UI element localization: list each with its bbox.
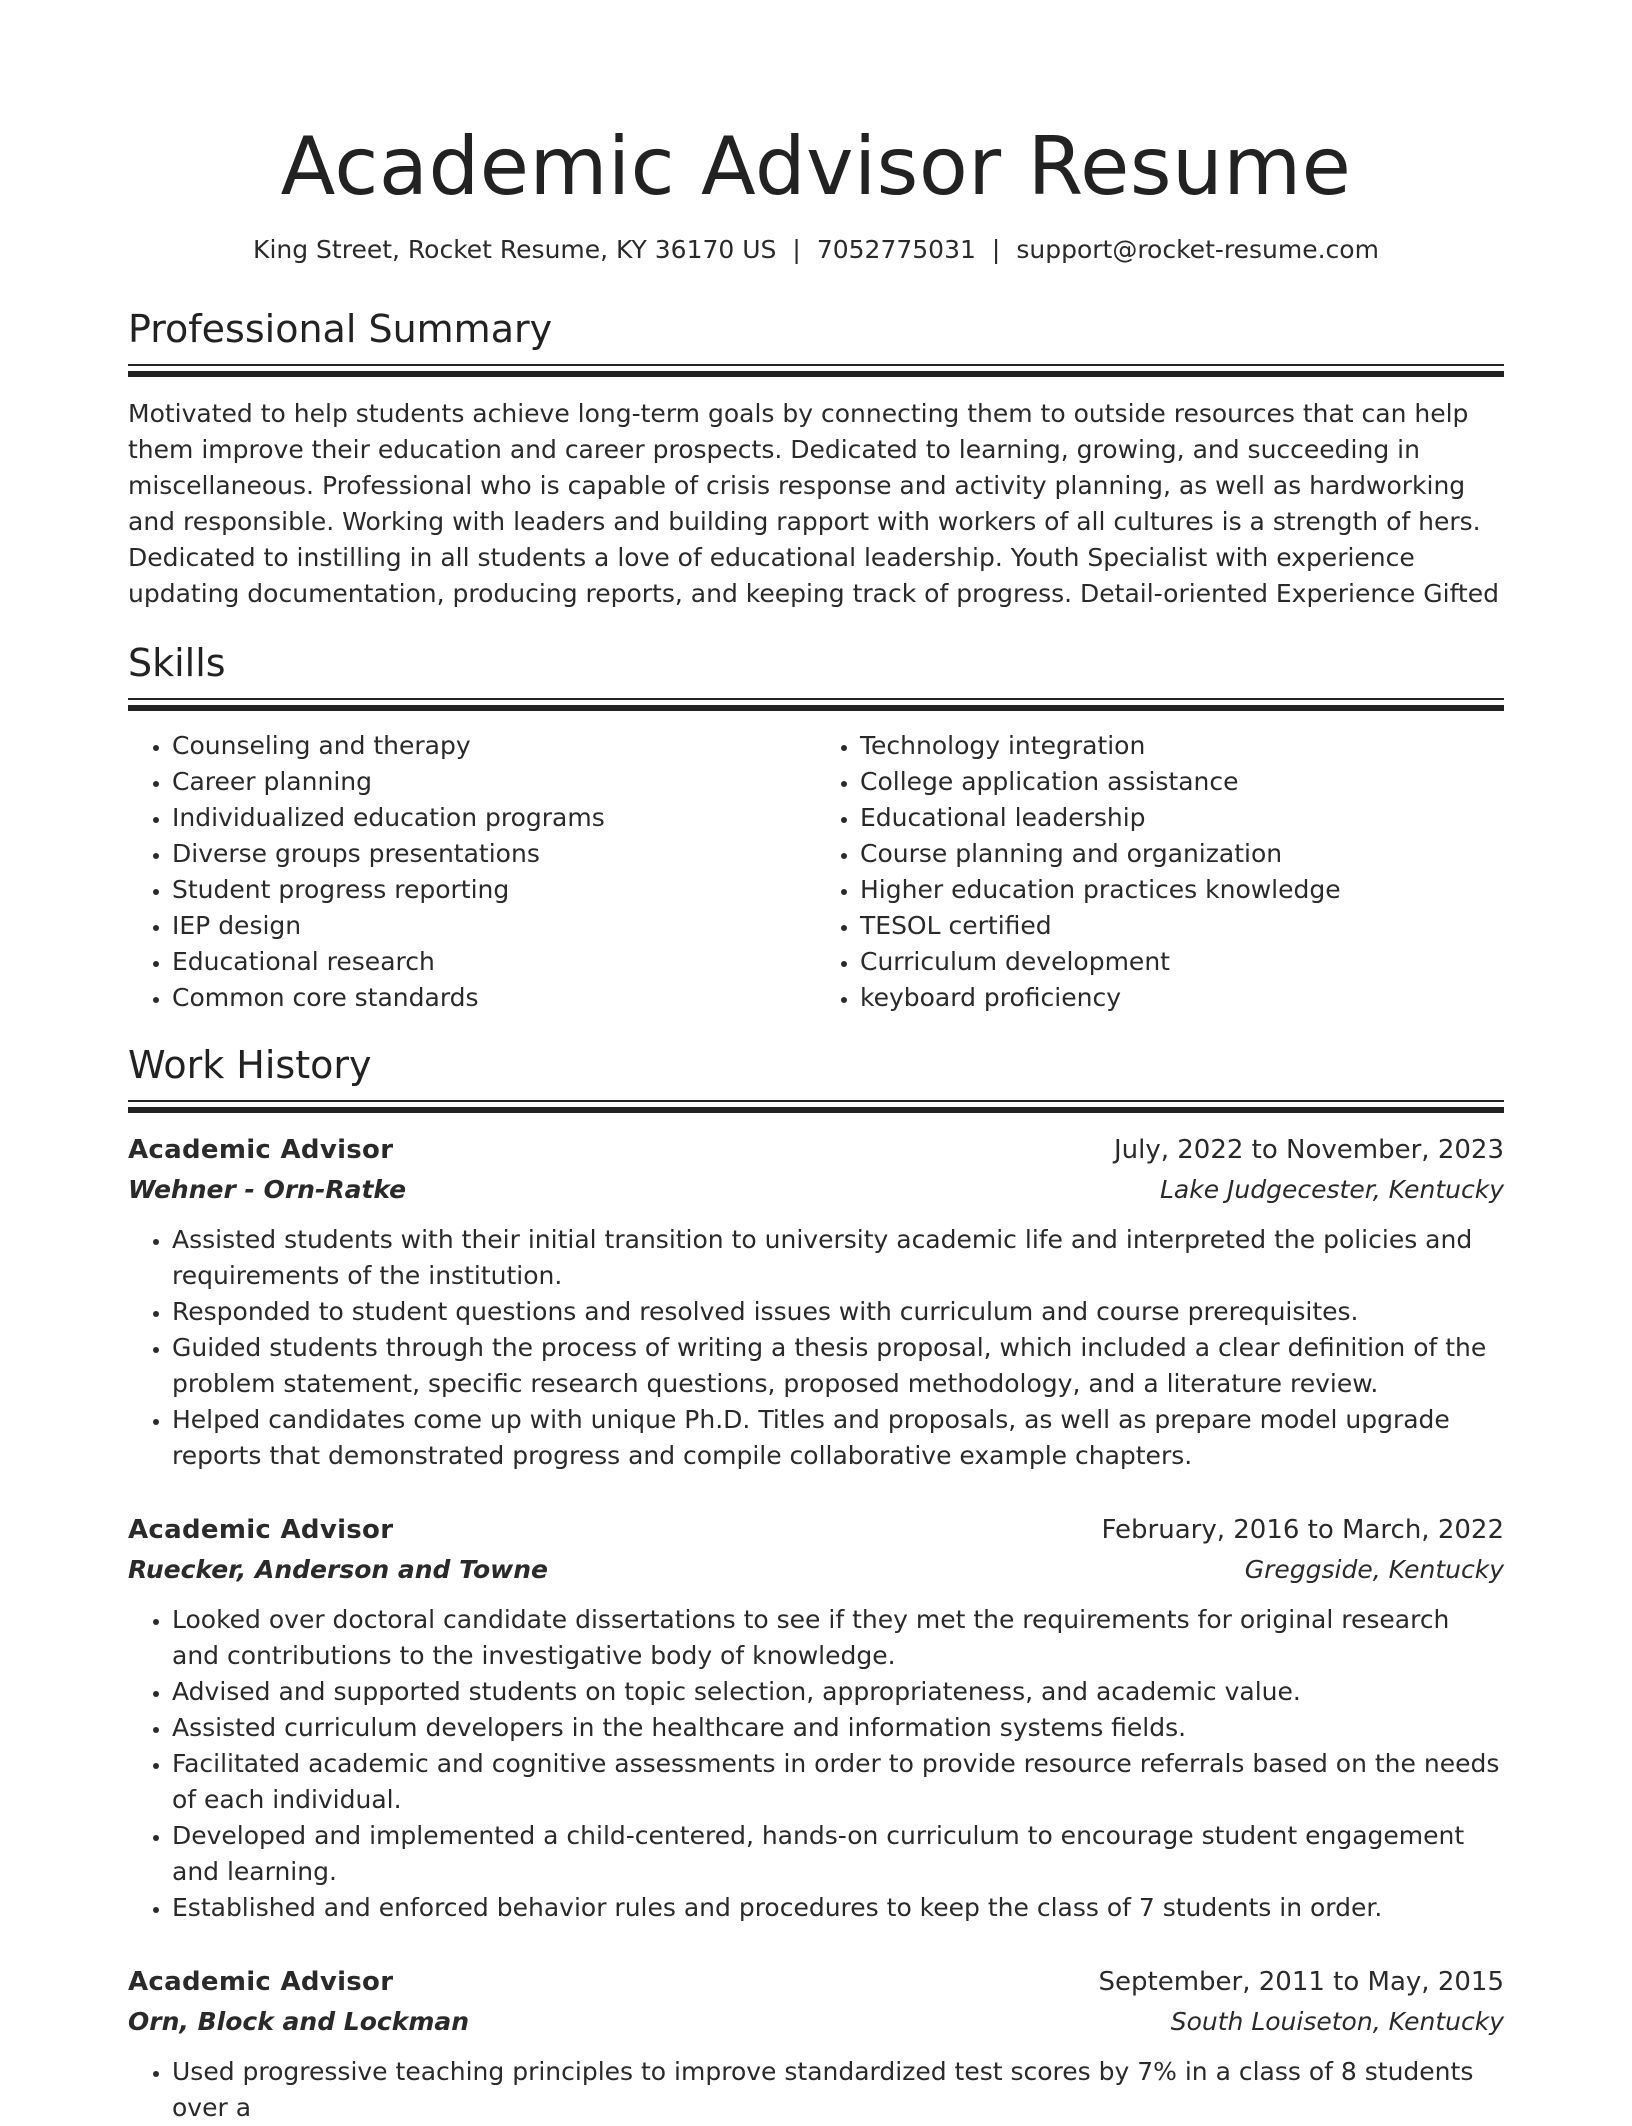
skills-columns [128, 728, 1504, 1016]
job-dates: February, 2016 to March, 2022 [1101, 1515, 1504, 1545]
skill-item: • Individualized education programs [172, 800, 816, 836]
job-title: Academic Advisor [128, 1515, 394, 1545]
section-heading-skills: Skills [128, 641, 226, 685]
job-bullets [128, 2054, 1504, 2126]
summary-paragraph: Motivated to help students achieve long-term goals by connecting them to outside resources that can help them improve their education and career prospects. Dedicated to learning, growing, and succeeding in miscellaneous. Professional who is capable of crisis response and activity planning, as well as hardworking and responsible. Working with leaders and building rapport with workers of all cultures is a strength of hers. Dedicated to instilling in all students a love of educational leadership. Youth Specialist with experience updating documentation, producing reports, and keeping track of progress. Detail-oriented Experience Gifted [128, 399, 1499, 608]
job-bullet: • Helped candidates come up with unique Ph.D. Titles and proposals, as well as prepare model upgrade reports that demonstrated progress and compile collaborative example chapters. [172, 1402, 1504, 1474]
job-bullet: • Advised and supported students on topic selection, appropriateness, and academic value. [172, 1674, 1504, 1710]
job-bullet: • Developed and implemented a child-centered, hands-on curriculum to encourage student engagement and learning. [172, 1818, 1504, 1890]
job-entry [128, 1130, 1504, 1474]
section-divider [128, 1100, 1504, 1114]
job-bullet: • Facilitated academic and cognitive assessments in order to provide resource referrals based on the needs of each individual. [172, 1746, 1504, 1818]
skill-item: • keyboard proficiency [860, 980, 1504, 1016]
job-header [128, 1130, 1504, 1170]
job-title: Academic Advisor [128, 1967, 394, 1997]
resume-title: Academic Advisor Resume [280, 120, 1352, 213]
skills-list-right [816, 728, 1504, 1016]
skill-item: • Course planning and organization [860, 836, 1504, 872]
skill-item: • Diverse groups presentations [172, 836, 816, 872]
job-subheader [128, 1170, 1504, 1210]
job-subheader [128, 2002, 1504, 2042]
job-bullets [128, 1222, 1504, 1474]
job-bullet: • Used progressive teaching principles to improve standardized test scores by 7% in a class of 8 students over a [172, 2054, 1504, 2126]
skill-item: • Technology integration [860, 728, 1504, 764]
contact-email: support@rocket-resume.com [1016, 235, 1379, 264]
skill-item: • TESOL certified [860, 908, 1504, 944]
section-divider [128, 364, 1504, 378]
job-dates: September, 2011 to May, 2015 [1098, 1967, 1504, 1997]
skill-item: • Educational research [172, 944, 816, 980]
contact-separator: | [792, 235, 801, 264]
job-bullet: • Assisted curriculum developers in the healthcare and information systems fields. [172, 1710, 1504, 1746]
section-heading-work-history: Work History [128, 1043, 372, 1087]
skill-item: • Educational leadership [860, 800, 1504, 836]
skill-item: • IEP design [172, 908, 816, 944]
skill-item: • Counseling and therapy [172, 728, 816, 764]
job-entry [128, 1962, 1504, 2126]
job-dates: July, 2022 to November, 2023 [1113, 1135, 1504, 1165]
job-company: Ruecker, Anderson and Towne [128, 1555, 549, 1584]
job-header [128, 1510, 1504, 1550]
job-company: Orn, Block and Lockman [128, 2007, 470, 2036]
work-history-section [128, 1040, 1504, 2126]
skills-section [128, 638, 1504, 1016]
job-header [128, 1962, 1504, 2002]
job-bullet: • Looked over doctoral candidate dissertations to see if they met the requirements for original research and contributions to the investigative body of knowledge. [172, 1602, 1504, 1674]
job-subheader [128, 1550, 1504, 1590]
job-bullet: • Established and enforced behavior rules and procedures to keep the class of 7 students in order. [172, 1890, 1504, 1926]
job-location: Greggside, Kentucky [1244, 1555, 1504, 1584]
skills-list-left [128, 728, 816, 1016]
contact-line [128, 230, 1504, 270]
skill-item: • Higher education practices knowledge [860, 872, 1504, 908]
job-entry [128, 1510, 1504, 1926]
contact-separator: | [991, 235, 1001, 264]
job-company: Wehner - Orn-Ratke [128, 1175, 407, 1204]
job-title: Academic Advisor [128, 1135, 394, 1165]
skill-item: • Curriculum development [860, 944, 1504, 980]
skill-item: • Student progress reporting [172, 872, 816, 908]
contact-phone: 7052775031 [816, 235, 976, 264]
job-bullet: • Guided students through the process of writing a thesis proposal, which included a clear definition of the problem statement, specific research questions, proposed methodology, and a literature review. [172, 1330, 1504, 1402]
section-divider [128, 698, 1504, 712]
section-heading-summary: Professional Summary [128, 307, 553, 351]
contact-address: King Street, Rocket Resume, KY 36170 US [253, 235, 777, 264]
skill-item: • College application assistance [860, 764, 1504, 800]
job-bullet: • Assisted students with their initial transition to university academic life and interpreted the policies and requirements of the institution. [172, 1222, 1504, 1294]
skill-item: • Common core standards [172, 980, 816, 1016]
job-location: Lake Judgecester, Kentucky [1160, 1175, 1504, 1204]
job-location: South Louiseton, Kentucky [1170, 2007, 1504, 2036]
job-bullets [128, 1602, 1504, 1926]
skill-item: • Career planning [172, 764, 816, 800]
professional-summary-section [128, 304, 1504, 612]
job-bullet: • Responded to student questions and resolved issues with curriculum and course prerequisites. [172, 1294, 1504, 1330]
